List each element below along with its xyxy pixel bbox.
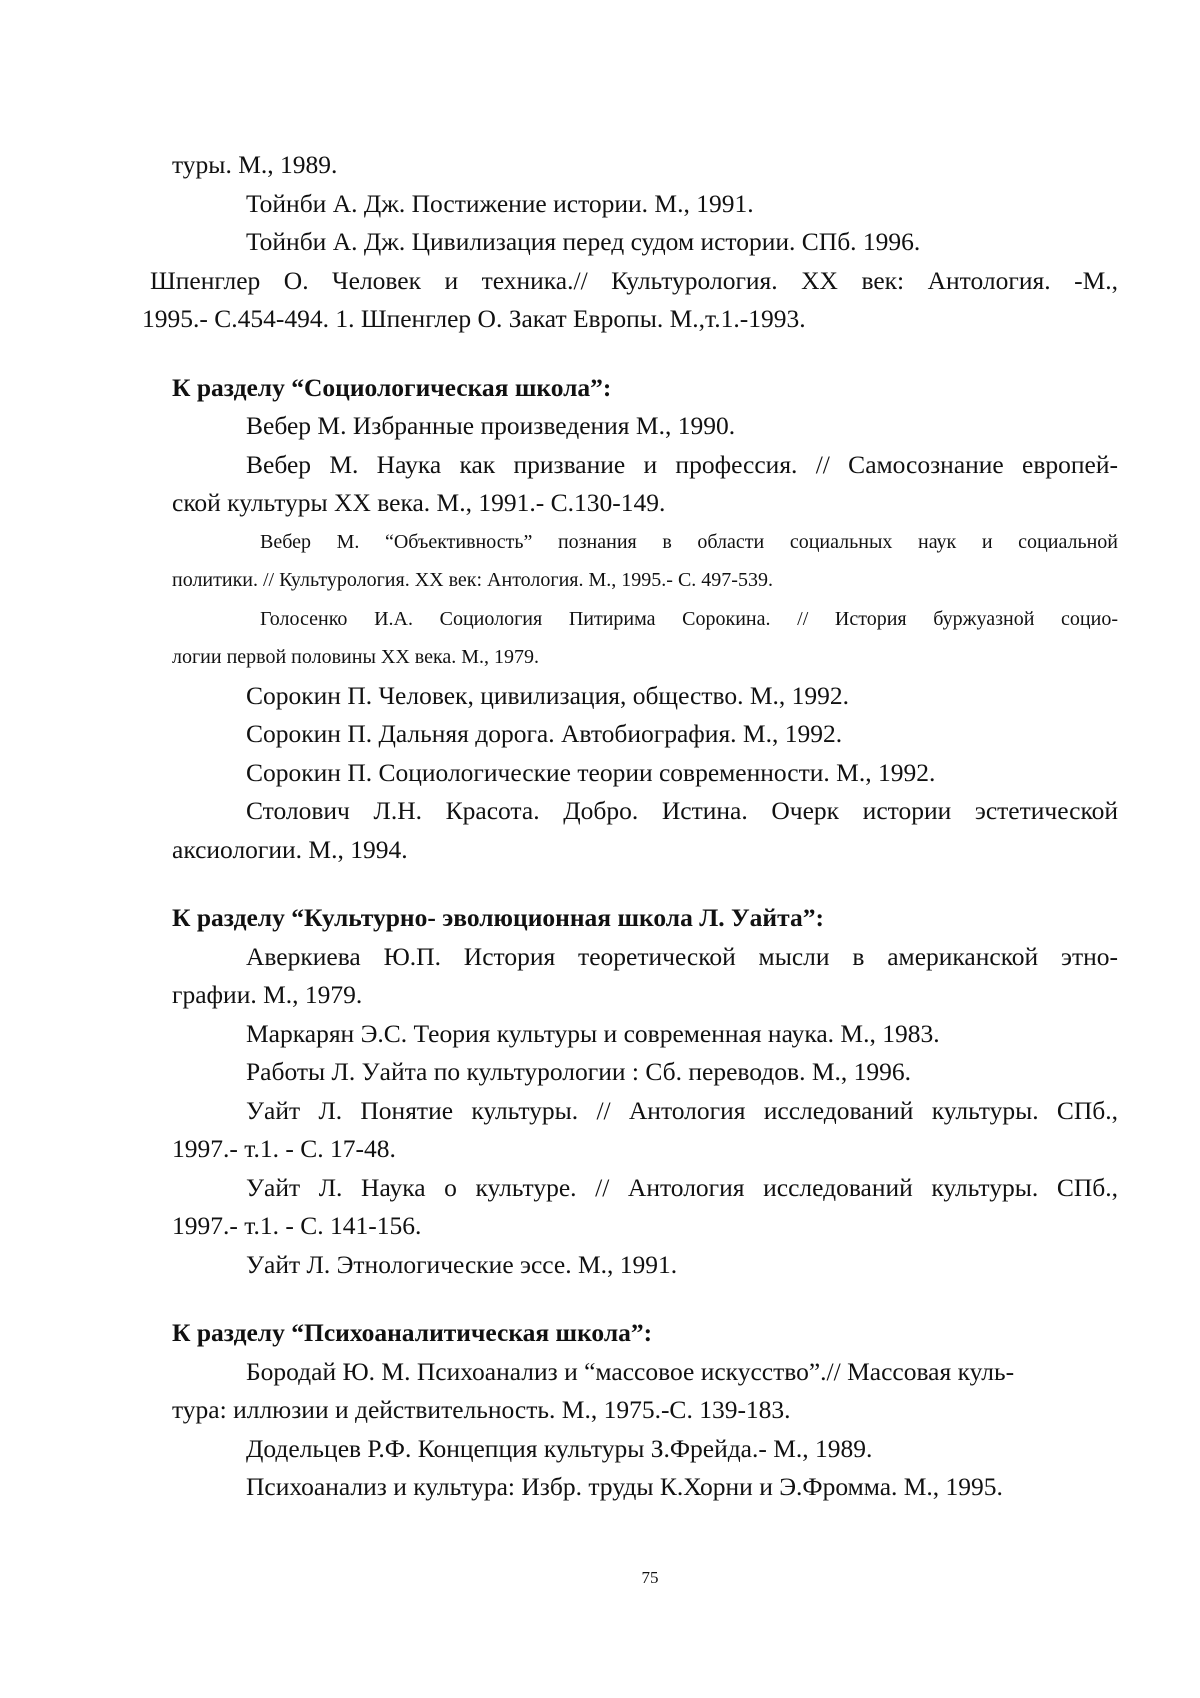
text-line: Столович Л.Н. Красота. Добро. Истина. Очерк истории эстетической: [246, 796, 1118, 825]
section-heading: К разделу “Социологическая школа”:: [172, 372, 612, 402]
text-line: 1995.- С.454-494. 1. Шпенглер О. Закат Европы. М.,т.1.-1993.: [142, 304, 806, 333]
text-line: Аверкиева Ю.П. История теоретической мысли в американской этно-: [246, 941, 1118, 971]
bibliography-content: [142, 146, 1118, 1507]
text-line: логии первой половины XX века. М., 1979.: [172, 646, 540, 668]
text-line: графии. М., 1979.: [172, 980, 363, 1009]
text-line: Додельцев Р.Ф. Концепция культуры З.Фрейда.- М., 1989.: [246, 1433, 873, 1463]
text-line: Вебер М. “Объективность” познания в области социальных наук и социальной: [260, 530, 1118, 553]
text-line: 1997.- т.1. - С. 17-48.: [172, 1134, 396, 1163]
text-line: политики. // Культурология. XX век: Антология. М., 1995.- С. 497-539.: [172, 569, 773, 591]
text-line: туры. М., 1989.: [172, 150, 338, 179]
text-line: ской культуры XX века. М., 1991.- С.130-149.: [172, 488, 666, 517]
text-line: Психоанализ и культура: Избр. труды К.Хорни и Э.Фромма. М., 1995.: [246, 1472, 1003, 1501]
text-line: тура: иллюзии и действительность. М., 1975.-С. 139-183.: [172, 1395, 791, 1424]
text-line: Работы Л. Уайта по культурологии : Сб. переводов. М., 1996.: [246, 1057, 911, 1086]
text-line: Сорокин П. Человек, цивилизация, общество. М., 1992.: [246, 680, 850, 710]
text-line: Сорокин П. Социологические теории современности. М., 1992.: [246, 757, 936, 787]
text-line: Вебер М. Наука как призвание и профессия. // Самосознание европей-: [246, 449, 1118, 479]
text-line: Уайт Л. Наука о культуре. // Антология исследований культуры. СПб.,: [246, 1172, 1118, 1202]
text-line: Уайт Л. Этнологические эссе. М., 1991.: [246, 1249, 678, 1279]
text-line: Маркарян Э.С. Теория культуры и современная наука. М., 1983.: [246, 1018, 940, 1048]
page-number: 75: [641, 1568, 659, 1587]
text-line: аксиологии. М., 1994.: [172, 834, 408, 864]
text-line: Тойнби А. Дж. Цивилизация перед судом истории. СПб. 1996.: [246, 227, 921, 256]
section-heading: К разделу “Культурно- эволюционная школа Л. Уайта”:: [172, 903, 824, 932]
section-heading: К разделу “Психоаналитическая школа”:: [172, 1318, 653, 1347]
text-line: Голосенко И.А. Социология Питирима Сорокина. // История буржуазной социо-: [260, 607, 1118, 630]
text-line: 1997.- т.1. - С. 141-156.: [172, 1211, 422, 1240]
text-line: Уайт Л. Понятие культуры. // Антология исследований культуры. СПб.,: [246, 1095, 1118, 1125]
text-line: Шпенглер О. Человек и техника.// Культурология. XX век: Антология. -М.,: [150, 265, 1118, 295]
text-line: Бородай Ю. М. Психоанализ и “массовое искусство”.// Массовая куль-: [246, 1356, 1015, 1386]
text-line: Вебер М. Избранные произведения М., 1990.: [246, 411, 736, 440]
text-line: Тойнби А. Дж. Постижение истории. М., 1991.: [246, 188, 754, 218]
text-line: Сорокин П. Дальняя дорога. Автобиография. М., 1992.: [246, 719, 843, 748]
